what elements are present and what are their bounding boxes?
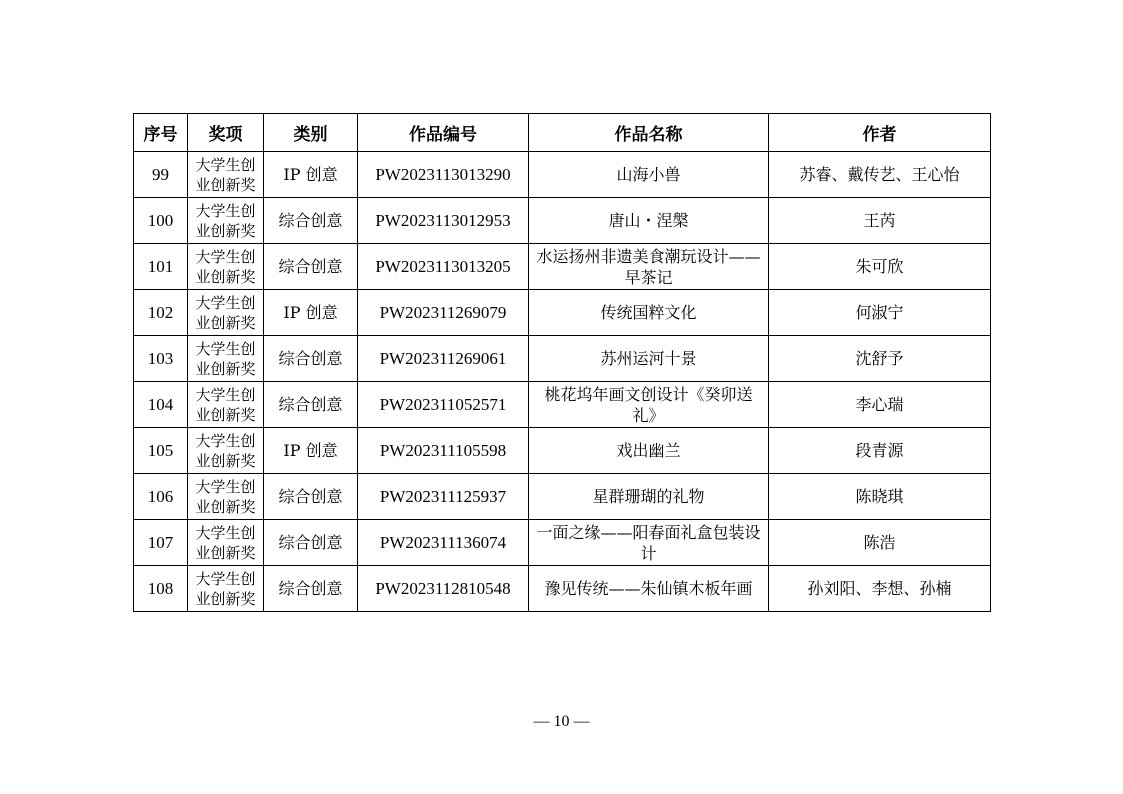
cell-code: PW202311136074: [358, 520, 529, 566]
cell-title: 桃花坞年画文创设计《癸卯送礼》: [529, 382, 769, 428]
cell-seq: 100: [134, 198, 188, 244]
table-row: [134, 566, 991, 612]
cell-category: 综合创意: [264, 244, 358, 290]
table-row: [134, 152, 991, 198]
table-row: [134, 198, 991, 244]
cell-category: IP 创意: [264, 428, 358, 474]
table-body: [134, 152, 991, 612]
cell-author: 段青源: [769, 428, 991, 474]
cell-category: 综合创意: [264, 566, 358, 612]
cell-category: 综合创意: [264, 474, 358, 520]
header-category: 类别: [264, 114, 358, 152]
header-award: 奖项: [188, 114, 264, 152]
award-table: [133, 113, 991, 612]
cell-category: IP 创意: [264, 152, 358, 198]
cell-award: 大学生创业创新奖: [188, 566, 264, 612]
table-row: [134, 290, 991, 336]
page-number: — 10 —: [533, 713, 590, 730]
header-author: 作者: [769, 114, 991, 152]
cell-category: 综合创意: [264, 382, 358, 428]
cell-seq: 103: [134, 336, 188, 382]
cell-author: 王芮: [769, 198, 991, 244]
cell-award: 大学生创业创新奖: [188, 520, 264, 566]
cell-code: PW2023113012953: [358, 198, 529, 244]
header-code: 作品编号: [358, 114, 529, 152]
cell-code: PW2023113013205: [358, 244, 529, 290]
header-seq: 序号: [134, 114, 188, 152]
cell-seq: 108: [134, 566, 188, 612]
cell-code: PW202311052571: [358, 382, 529, 428]
cell-author: 李心瑞: [769, 382, 991, 428]
cell-award: 大学生创业创新奖: [188, 474, 264, 520]
cell-code: PW2023113013290: [358, 152, 529, 198]
cell-seq: 99: [134, 152, 188, 198]
table-row: [134, 336, 991, 382]
cell-author: 朱可欣: [769, 244, 991, 290]
cell-code: PW202311269061: [358, 336, 529, 382]
cell-code: PW2023112810548: [358, 566, 529, 612]
cell-seq: 105: [134, 428, 188, 474]
cell-title: 唐山・涅槃: [529, 198, 769, 244]
table-row: [134, 244, 991, 290]
cell-award: 大学生创业创新奖: [188, 152, 264, 198]
table-row: [134, 474, 991, 520]
table-row: [134, 428, 991, 474]
cell-award: 大学生创业创新奖: [188, 382, 264, 428]
cell-award: 大学生创业创新奖: [188, 428, 264, 474]
cell-title: 水运扬州非遗美食潮玩设计——早茶记: [529, 244, 769, 290]
table-row: [134, 520, 991, 566]
cell-author: 何淑宁: [769, 290, 991, 336]
header-title: 作品名称: [529, 114, 769, 152]
table-row: [134, 382, 991, 428]
cell-award: 大学生创业创新奖: [188, 244, 264, 290]
cell-author: 沈舒予: [769, 336, 991, 382]
cell-title: 一面之缘——阳春面礼盒包装设计: [529, 520, 769, 566]
cell-award: 大学生创业创新奖: [188, 290, 264, 336]
cell-category: 综合创意: [264, 520, 358, 566]
cell-code: PW202311125937: [358, 474, 529, 520]
cell-award: 大学生创业创新奖: [188, 336, 264, 382]
cell-author: 陈浩: [769, 520, 991, 566]
cell-seq: 102: [134, 290, 188, 336]
cell-seq: 104: [134, 382, 188, 428]
cell-award: 大学生创业创新奖: [188, 198, 264, 244]
cell-title: 豫见传统——朱仙镇木板年画: [529, 566, 769, 612]
cell-code: PW202311105598: [358, 428, 529, 474]
cell-author: 孙刘阳、李想、孙楠: [769, 566, 991, 612]
cell-seq: 107: [134, 520, 188, 566]
cell-title: 戏出幽兰: [529, 428, 769, 474]
cell-author: 陈晓琪: [769, 474, 991, 520]
cell-title: 苏州运河十景: [529, 336, 769, 382]
cell-category: IP 创意: [264, 290, 358, 336]
cell-category: 综合创意: [264, 336, 358, 382]
cell-author: 苏睿、戴传艺、王心怡: [769, 152, 991, 198]
cell-title: 传统国粹文化: [529, 290, 769, 336]
cell-seq: 106: [134, 474, 188, 520]
header-row: [134, 114, 991, 152]
cell-title: 山海小兽: [529, 152, 769, 198]
cell-category: 综合创意: [264, 198, 358, 244]
table-header: [134, 114, 991, 152]
cell-seq: 101: [134, 244, 188, 290]
cell-code: PW202311269079: [358, 290, 529, 336]
cell-title: 星群珊瑚的礼物: [529, 474, 769, 520]
